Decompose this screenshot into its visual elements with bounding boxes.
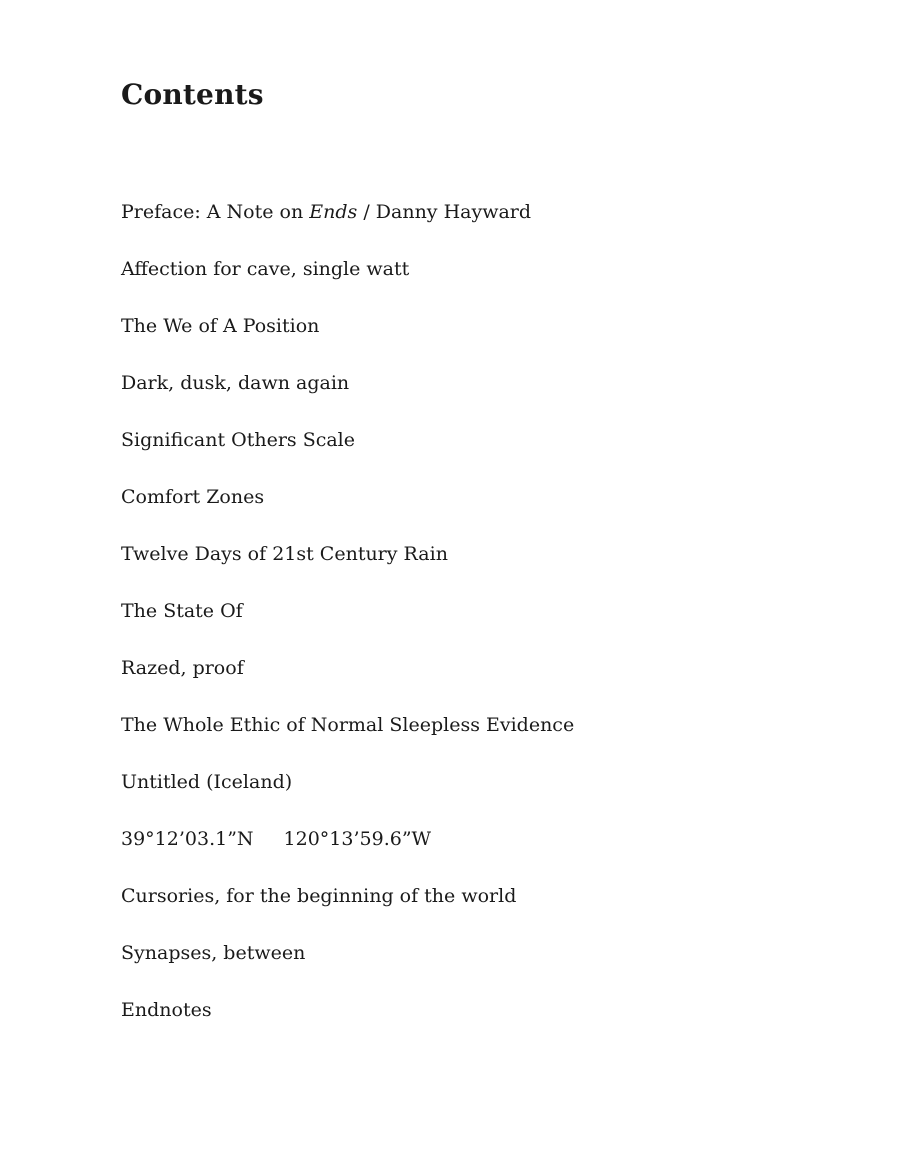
toc-entry-longitude: 120°13’59.6”W <box>283 828 432 850</box>
page-title: Contents <box>121 78 264 111</box>
toc-entry-coordinates[interactable] <box>121 826 574 883</box>
toc-entry[interactable] <box>121 940 574 997</box>
table-of-contents <box>121 199 574 1054</box>
toc-entry-text: / Danny Hayward <box>357 201 532 223</box>
toc-entry[interactable] <box>121 313 574 370</box>
toc-entry-text: Endnotes <box>121 999 212 1021</box>
toc-entry-endnotes[interactable] <box>121 997 574 1054</box>
toc-entry-latitude: 39°12’03.1”N <box>121 828 254 850</box>
toc-entry-italic-title: Ends <box>309 201 358 223</box>
toc-entry-text: Significant Others Scale <box>121 429 355 451</box>
toc-entry-text: Comfort Zones <box>121 486 265 508</box>
toc-entry-text: Razed, proof <box>121 657 244 679</box>
toc-entry-text: Synapses, between <box>121 942 306 964</box>
toc-entry-text: Cursories, for the beginning of the world <box>121 885 517 907</box>
toc-entry-text: The Whole Ethic of Normal Sleepless Evidence <box>121 714 575 736</box>
toc-entry-text: Preface: A Note on <box>121 201 310 223</box>
toc-entry-preface[interactable] <box>121 199 574 256</box>
toc-entry[interactable] <box>121 712 574 769</box>
toc-entry-text: Dark, dusk, dawn again <box>121 372 350 394</box>
toc-entry[interactable] <box>121 883 574 940</box>
toc-entry-text: Affection for cave, single watt <box>121 258 410 280</box>
toc-entry-text: Twelve Days of 21st Century Rain <box>121 543 448 565</box>
toc-entry[interactable] <box>121 598 574 655</box>
toc-entry-text: The State Of <box>121 600 243 622</box>
toc-entry[interactable] <box>121 655 574 712</box>
toc-entry-text: The We of A Position <box>121 315 320 337</box>
toc-entry[interactable] <box>121 541 574 598</box>
toc-entry[interactable] <box>121 769 574 826</box>
toc-entry[interactable] <box>121 484 574 541</box>
toc-entry-text: Untitled (Iceland) <box>121 771 293 793</box>
toc-entry[interactable] <box>121 256 574 313</box>
toc-entry[interactable] <box>121 370 574 427</box>
toc-entry[interactable] <box>121 427 574 484</box>
